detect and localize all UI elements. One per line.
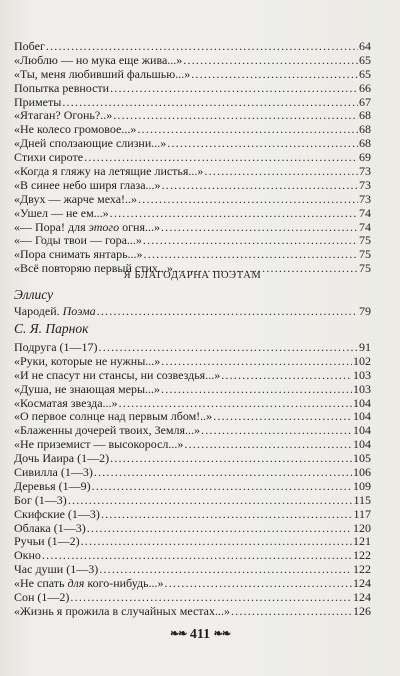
- toc-block-ellis: [14, 305, 371, 319]
- toc-entry: [14, 193, 371, 207]
- dot-leader: [87, 522, 352, 536]
- toc-entry-title: «Косматая звезда...»: [14, 395, 118, 410]
- toc-entry-title: Дочь Иаира (1—2): [14, 451, 110, 466]
- dot-leader: [201, 424, 352, 438]
- toc-entry: [14, 355, 371, 369]
- toc-entry-page: 68: [359, 108, 371, 123]
- toc-entry-title: «Двух — жарче меха!..»: [14, 191, 138, 206]
- toc-entry-title: Приметы: [14, 94, 62, 109]
- toc-entry: [14, 563, 371, 577]
- dot-leader: [165, 577, 352, 591]
- toc-block-parnok: [14, 341, 371, 619]
- dot-leader: [101, 508, 353, 522]
- toc-entry: [14, 248, 371, 262]
- toc-entry: [14, 96, 371, 110]
- toc-entry: [14, 165, 371, 179]
- dot-leader: [143, 234, 358, 248]
- toc-entry-page: 73: [359, 177, 371, 192]
- dot-leader: [99, 563, 352, 577]
- dot-leader: [113, 109, 358, 123]
- toc-entry-title: Попытка ревности: [14, 80, 110, 95]
- dot-leader: [161, 221, 358, 235]
- toc-entry-page: 122: [353, 562, 371, 577]
- toc-entry-title: «Ушел — не ем...»: [14, 205, 109, 220]
- toc-entry-page: 79: [359, 304, 371, 318]
- toc-entry-title: Подруга (1—17): [14, 340, 98, 354]
- toc-entry-page: 126: [353, 603, 371, 618]
- toc-entry: [14, 341, 371, 355]
- dot-leader: [191, 68, 358, 82]
- toc-entry-title: Облака (1—3): [14, 520, 86, 535]
- toc-entry-title-italic: для: [67, 576, 85, 591]
- toc-entry-title: Час души (1—3): [14, 562, 99, 577]
- toc-entry-title-italic: Поэма: [62, 304, 96, 318]
- toc-entry-page: 124: [353, 576, 371, 591]
- dot-leader: [97, 305, 358, 319]
- dot-leader: [137, 123, 358, 137]
- toc-entry-page: 74: [359, 205, 371, 220]
- toc-entry: [14, 151, 371, 165]
- dot-leader: [62, 96, 358, 110]
- author-heading-parnok: С. Я. Парнок: [14, 321, 89, 336]
- dot-leader: [162, 179, 358, 193]
- toc-entry-page: 73: [359, 191, 371, 206]
- dot-leader: [204, 165, 358, 179]
- toc-entry-page: 91: [359, 340, 371, 354]
- dot-leader: [68, 494, 353, 508]
- toc-entry-page: 102: [353, 353, 371, 368]
- toc-entry: [14, 480, 371, 494]
- dot-leader: [84, 151, 358, 165]
- toc-entry-page: 120: [353, 520, 371, 535]
- toc-entry: [14, 577, 371, 591]
- toc-entry: [14, 494, 371, 508]
- dot-leader: [94, 466, 352, 480]
- toc-entry-title: «Не спать для кого-нибудь...»: [14, 576, 164, 591]
- toc-entry-page: 115: [353, 492, 371, 507]
- toc-entry-title: «Душа, не знающая меры...»: [14, 381, 161, 396]
- toc-block-main: [14, 40, 371, 276]
- toc-entry-page: 122: [353, 548, 371, 563]
- toc-entry-page: 105: [353, 451, 371, 466]
- ornament-left-icon: ❧❧: [169, 628, 187, 640]
- toc-entry: [14, 54, 371, 68]
- toc-entry: [14, 508, 371, 522]
- toc-entry-title: «В синее небо ширя глаза...»: [14, 177, 161, 192]
- toc-entry-title: Побег: [14, 39, 45, 53]
- toc-entry-title: «— Годы твои — гора...»: [14, 233, 142, 248]
- toc-entry-page: 69: [359, 150, 371, 165]
- toc-entry-title: «Ятаган? Огонь?..»: [14, 108, 113, 123]
- toc-entry: [14, 221, 371, 235]
- toc-entry-title: Чародей. Поэма: [14, 304, 96, 318]
- toc-entry-page: 124: [353, 590, 371, 605]
- toc-entry-page: 75: [359, 233, 371, 248]
- toc-entry: [14, 410, 371, 424]
- toc-entry-page: 103: [353, 367, 371, 382]
- toc-entry: [14, 522, 371, 536]
- toc-entry-title: Скифские (1—3): [14, 506, 100, 521]
- dot-leader: [81, 535, 352, 549]
- toc-entry-title: «Жизнь я прожила в случайных местах...»: [14, 603, 230, 618]
- toc-entry: [14, 605, 371, 619]
- toc-entry-title: «Люблю — но мука еще жива...»: [14, 52, 183, 67]
- toc-entry-title-italic: этого: [88, 219, 120, 234]
- toc-entry-page: 74: [359, 219, 371, 234]
- toc-entry-page: 104: [353, 409, 371, 424]
- toc-entry-page: 66: [359, 80, 371, 95]
- toc-entry-page: 104: [353, 395, 371, 410]
- dot-leader: [167, 137, 358, 151]
- page-number: [0, 627, 400, 643]
- toc-entry: [14, 549, 371, 563]
- dot-leader: [231, 605, 352, 619]
- toc-entry: [14, 535, 371, 549]
- toc-entry: [14, 397, 371, 411]
- toc-entry-title: «Руки, которые не нужны...»: [14, 353, 161, 368]
- toc-entry: [14, 369, 371, 383]
- toc-entry: [14, 234, 371, 248]
- toc-entry: [14, 137, 371, 151]
- toc-entry-page: 65: [359, 66, 371, 81]
- toc-entry: [14, 452, 371, 466]
- toc-entry-page: 75: [359, 247, 371, 262]
- toc-entry-page: 64: [359, 39, 371, 53]
- section-title: Я БЛАГОДАРНА ПОЭТАМ: [123, 270, 262, 281]
- toc-entry-title: «Пора снимать янтарь...»: [14, 247, 143, 262]
- toc-entry-title: Сон (1—2): [14, 590, 70, 605]
- toc-entry-page: 104: [353, 423, 371, 438]
- dot-leader: [138, 193, 358, 207]
- toc-entry-title: «Ты, меня любивший фальшью...»: [14, 66, 191, 81]
- toc-entry-page: 104: [353, 437, 371, 452]
- author-heading-ellis: Эллису: [14, 287, 54, 302]
- dot-leader: [161, 383, 352, 397]
- dot-leader: [110, 82, 358, 96]
- toc-entry-title: Сивилла (1—3): [14, 465, 93, 480]
- toc-entry-page: 68: [359, 122, 371, 137]
- toc-entry: [14, 207, 371, 221]
- dot-leader: [110, 452, 352, 466]
- toc-entry-title: «О первое солнце над первым лбом!..»: [14, 409, 213, 424]
- dot-leader: [92, 480, 352, 494]
- toc-entry-title: «Когда я гляжу на летящие листья...»: [14, 164, 204, 179]
- toc-entry-page: 106: [353, 465, 371, 480]
- page-number-value: 411: [189, 627, 211, 642]
- dot-leader: [119, 397, 352, 411]
- dot-leader: [184, 438, 352, 452]
- toc-entry-title: «Всё повторяю первый стих...»: [14, 261, 173, 276]
- toc-entry-title: Бог (1—3): [14, 492, 67, 507]
- toc-entry-page: 68: [359, 136, 371, 151]
- dot-leader: [99, 341, 358, 355]
- toc-entry-page: 75: [359, 261, 371, 276]
- toc-entry-title: «И не спасут ни стансы, ни созвездья...»: [14, 367, 221, 382]
- toc-entry: [14, 591, 371, 605]
- toc-entry: [14, 82, 371, 96]
- dot-leader: [221, 369, 352, 383]
- dot-leader: [183, 54, 358, 68]
- dot-leader: [161, 355, 352, 369]
- toc-entry-title: Деревья (1—9): [14, 478, 91, 493]
- toc-entry-page: 65: [359, 52, 371, 67]
- toc-entry-page: 109: [353, 478, 371, 493]
- toc-entry-title: «Не приземист — высокоросл...»: [14, 437, 184, 452]
- dot-leader: [144, 248, 358, 262]
- toc-entry-page: 121: [353, 534, 371, 549]
- toc-entry-page: 103: [353, 381, 371, 396]
- toc-entry-title: Стихи сироте: [14, 150, 84, 165]
- toc-entry-title: «Дней сползающие слизни...»: [14, 136, 167, 151]
- toc-entry-page: 73: [359, 164, 371, 179]
- ornament-right-icon: ❧❧: [213, 628, 231, 640]
- toc-entry-title: Ручьи (1—2): [14, 534, 80, 549]
- dot-leader: [213, 410, 352, 424]
- toc-entry-page: 117: [353, 506, 371, 521]
- toc-entry: [14, 424, 371, 438]
- toc-entry: [14, 383, 371, 397]
- toc-entry-title: «— Пора! для этого огня...»: [14, 219, 160, 234]
- toc-entry: [14, 179, 371, 193]
- toc-entry: [14, 305, 371, 319]
- toc-entry: [14, 123, 371, 137]
- toc-entry-page: 67: [359, 94, 371, 109]
- toc-entry: [14, 109, 371, 123]
- toc-entry: [14, 68, 371, 82]
- toc-entry: [14, 438, 371, 452]
- toc-entry-title: «Блаженны дочерей твоих, Земля...»: [14, 423, 201, 438]
- dot-leader: [70, 591, 352, 605]
- toc-entry-title: Окно: [14, 548, 41, 563]
- dot-leader: [110, 207, 358, 221]
- dot-leader: [42, 549, 352, 563]
- toc-entry: [14, 466, 371, 480]
- toc-entry-title: «Не колесо громовое...»: [14, 122, 137, 137]
- dot-leader: [46, 40, 358, 54]
- toc-entry: [14, 40, 371, 54]
